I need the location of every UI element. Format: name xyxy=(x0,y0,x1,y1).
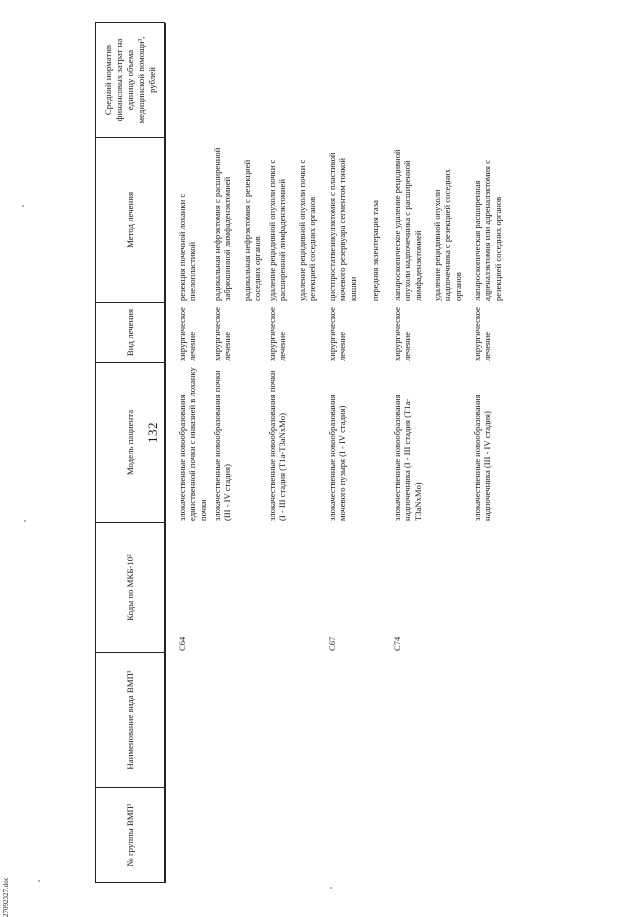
page-number: 132 xyxy=(145,422,160,443)
header-icd-codes: Коды по МКБ-10² xyxy=(96,523,165,653)
document-code: 27092327.doc xyxy=(2,877,10,917)
patient-model: злокачественные новообразования почки (I - III стадия (T1a-T3aNxMo) xyxy=(267,370,288,521)
patient-model: злокачественные новообразования мочевого пузыря (I - IV стадия) xyxy=(327,394,348,521)
treatment-method: лапароскопическая расширенная адреналэктомия или адреналэктомия с резекцией соседних органов xyxy=(472,160,503,301)
header-average-cost: Средний норматив финансовых затрат на единицу объема медицинской помощи³, рублей xyxy=(96,23,165,138)
header-bottom-rule xyxy=(165,23,166,883)
treatment-method: передняя экзентерация таза xyxy=(370,200,380,301)
scan-speck xyxy=(38,880,40,882)
header-patient-model: Модель пациента xyxy=(96,363,165,523)
treatment-method: резекция почечной лоханки с пиелопластикой xyxy=(177,193,198,301)
scan-speck xyxy=(22,205,24,207)
treatment-method: радикальная нефрэктомия с резекцией соседних органов xyxy=(242,159,263,301)
rotated-table-sheet xyxy=(95,23,575,883)
patient-model: злокачественные новообразования надпочечника (I - III стадия (T1a-T3aNxMo) xyxy=(392,394,423,521)
treatment-method: цистпростатвезикулэктомия с пластикой мочевого резервуара сегментом тонкой кишки xyxy=(327,152,358,301)
treatment-type: хирургическое лечение xyxy=(177,307,198,361)
treatment-type: хирургическое лечение xyxy=(267,307,288,361)
patient-model: злокачественные новообразования единственной почки с инвазией в лоханку почки xyxy=(177,367,208,521)
header-treatment-method: Метод лечения xyxy=(96,138,165,303)
header-group-number: № группы ВМП¹ xyxy=(96,788,165,883)
treatment-type: хирургическое лечение xyxy=(327,307,348,361)
treatment-method: радикальная нефрэктомия с расширенной забрюшинной лимфаденэктомией xyxy=(212,147,233,301)
icd-code: C64 xyxy=(177,636,187,651)
treatment-type: хирургическое лечение xyxy=(212,307,233,361)
scan-speck xyxy=(330,887,332,889)
treatment-method: удаление рецидивной опухоли почки с резекцией соседних органов xyxy=(297,159,318,301)
treatment-type: хирургическое лечение xyxy=(392,307,413,361)
table-header xyxy=(95,22,165,883)
table-body xyxy=(170,23,570,883)
icd-code: C74 xyxy=(392,636,402,651)
patient-model: злокачественные новообразования надпочечника (III - IV стадия) xyxy=(472,394,493,521)
treatment-method: лапароскопическое удаление рецидивной опухоли надпочечника с расширенной лимфаденэктомией xyxy=(392,149,423,301)
header-vmp-name: Наименование вида ВМП¹ xyxy=(96,653,165,788)
treatment-method: удаление рецидивной опухоли надпочечника с резекцией соседних органов xyxy=(432,168,463,301)
treatment-type: хирургическое лечение xyxy=(472,307,493,361)
treatment-method: удаление рецидивной опухоли почки с расширенной лимфаденэктомией xyxy=(267,159,288,301)
patient-model: злокачественные новообразования почки (III - IV стадия) xyxy=(212,370,233,521)
header-treatment-type: Вид лечения xyxy=(96,303,165,363)
scan-speck xyxy=(24,520,26,522)
icd-code: C67 xyxy=(327,636,337,651)
